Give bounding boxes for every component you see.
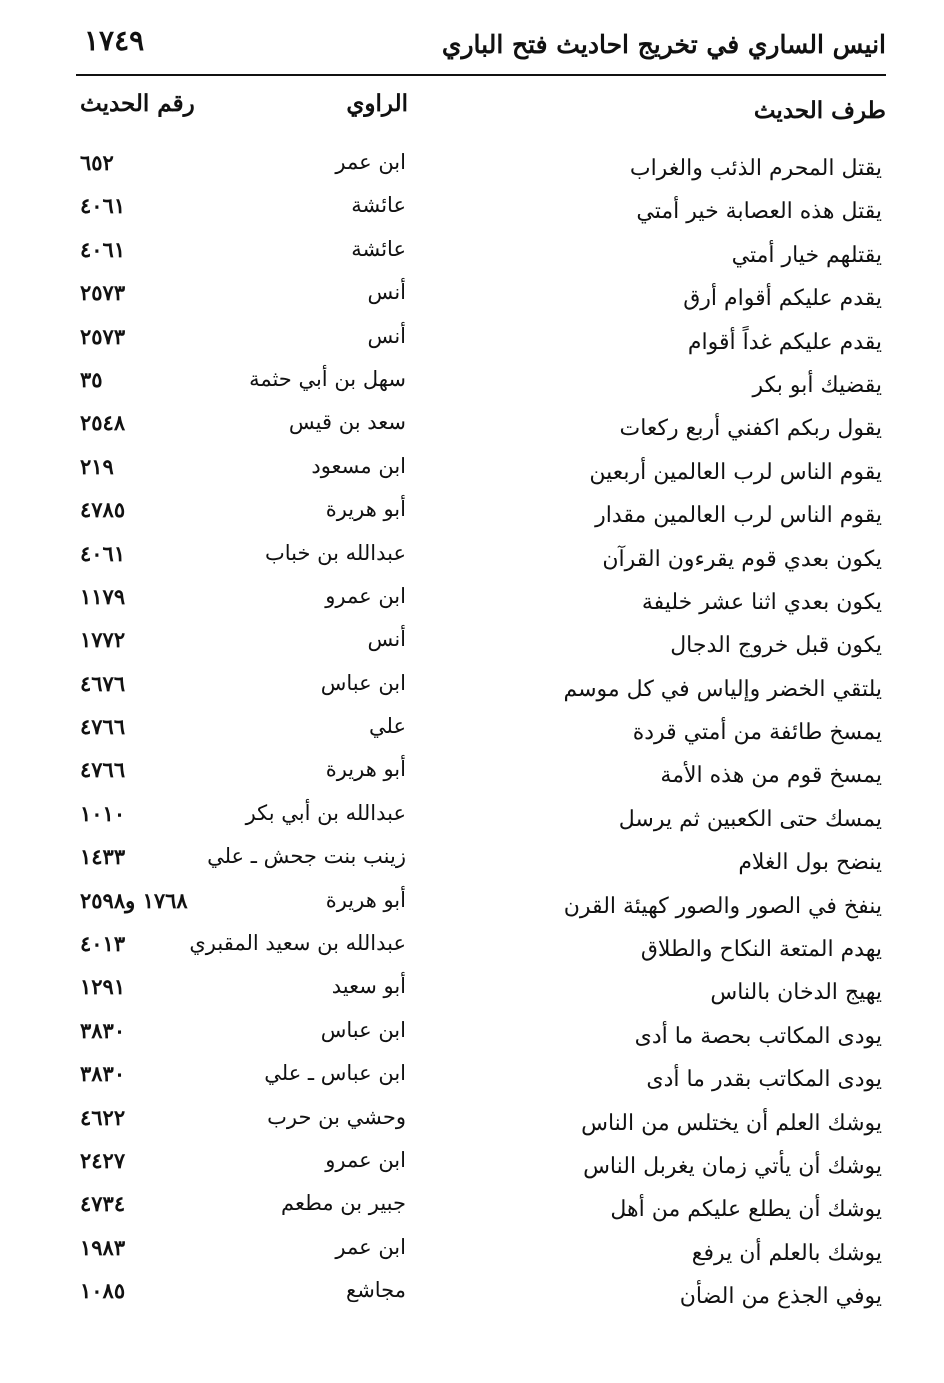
hadith-number: ١٤٣٣ bbox=[80, 844, 126, 870]
hadith-tarf: يوفي الجذع من الضأن bbox=[679, 1284, 882, 1310]
table-row bbox=[0, 541, 944, 584]
hadith-tarf: يمسك حتى الكعبين ثم يرسل bbox=[618, 806, 882, 832]
hadith-rawi: أنس bbox=[367, 280, 406, 305]
hadith-rawi: ابن عمر bbox=[335, 150, 406, 174]
hadith-rawi: سهل بن أبي حثمة bbox=[249, 366, 406, 391]
hadith-rawi: مجاشع bbox=[346, 1278, 406, 1303]
table-row bbox=[0, 150, 944, 193]
hadith-tarf: ينفخ في الصور والصور كهيئة القرن bbox=[563, 893, 882, 919]
hadith-rawi: أنس bbox=[367, 323, 406, 348]
hadith-number: ٤٦٢٢ bbox=[80, 1104, 126, 1130]
hadith-rawi: عائشة bbox=[351, 236, 406, 261]
column-header-tarf: طرف الحديث bbox=[753, 97, 886, 124]
hadith-number: ٤٧٨٥ bbox=[80, 497, 126, 523]
hadith-tarf: يقتل هذه العصابة خير أمتي bbox=[636, 199, 882, 225]
table-row bbox=[0, 367, 944, 410]
hadith-number: ١٠٨٥ bbox=[80, 1278, 126, 1304]
hadith-number: ٦٥٢ bbox=[80, 150, 114, 175]
hadith-number: ٤٠٦١ bbox=[80, 236, 126, 262]
hadith-rawi: أبو هريرة bbox=[325, 757, 406, 782]
hadith-tarf: يهيج الدخان بالناس bbox=[710, 980, 882, 1006]
hadith-tarf: يمسخ طائفة من أمتي قردة bbox=[632, 720, 882, 746]
hadith-rawi: ابن عباس ـ علي bbox=[264, 1061, 406, 1086]
hadith-rawi: علي bbox=[369, 714, 406, 739]
table-row bbox=[0, 757, 944, 800]
hadith-rawi: سعد بن قيس bbox=[288, 410, 406, 435]
hadith-number: ٤٧٣٤ bbox=[80, 1191, 126, 1217]
table-row bbox=[0, 1191, 944, 1234]
hadith-number: ٢٥٧٣ bbox=[80, 323, 126, 349]
hadith-number: ١٠١٠ bbox=[80, 800, 126, 826]
hadith-tarf: يهدم المتعة النكاح والطلاق bbox=[640, 937, 882, 963]
hadith-tarf: يقضيك أبو بكر bbox=[752, 372, 882, 398]
table-row bbox=[0, 1235, 944, 1278]
hadith-tarf: يقتل المحرم الذئب والغراب bbox=[629, 156, 882, 181]
hadith-rawi: أبو هريرة bbox=[325, 887, 406, 912]
hadith-number: ٢٥٧٣ bbox=[80, 280, 126, 306]
table-row bbox=[0, 1061, 944, 1104]
table-row bbox=[0, 237, 944, 280]
hadith-rawi: ابن مسعود bbox=[311, 453, 406, 478]
column-header-rawi: الراوي bbox=[346, 90, 408, 117]
hadith-tarf: يقوم الناس لرب العالمين مقدار bbox=[595, 503, 882, 529]
hadith-tarf: يقدم عليكم أقوام أرق bbox=[683, 286, 882, 312]
page-number: ١٧٤٩ bbox=[84, 24, 145, 57]
table-row bbox=[0, 888, 944, 931]
table-row bbox=[0, 1278, 944, 1321]
hadith-rawi: ابن عباس bbox=[320, 670, 406, 695]
header-rule bbox=[76, 74, 886, 76]
hadith-rawi: ابن عمرو bbox=[325, 1147, 406, 1172]
hadith-rawi: وحشي بن حرب bbox=[267, 1104, 406, 1129]
hadith-tarf: يوشك بالعلم أن يرفع bbox=[691, 1240, 882, 1266]
hadith-number: ٤٠٦١ bbox=[80, 540, 126, 566]
hadith-tarf: ينضح بول الغلام bbox=[738, 850, 882, 876]
running-title: انيس الساري في تخريج احاديث فتح الباري bbox=[441, 30, 886, 59]
hadith-rawi: ابن عمرو bbox=[325, 583, 406, 608]
hadith-rawi: أبو سعيد bbox=[331, 974, 406, 999]
hadith-index-table bbox=[0, 150, 944, 1322]
hadith-tarf: يكون قبل خروج الدجال bbox=[670, 633, 882, 659]
hadith-rawi: زينب بنت جحش ـ علي bbox=[207, 844, 406, 869]
hadith-tarf: يوشك أن يأتي زمان يغربل الناس bbox=[583, 1153, 882, 1179]
table-row bbox=[0, 714, 944, 757]
hadith-number: ٢٥٤٨ bbox=[80, 410, 126, 436]
hadith-tarf: يودى المكاتب بقدر ما أدى bbox=[646, 1067, 882, 1093]
table-row bbox=[0, 1018, 944, 1061]
hadith-tarf: يمسخ قوم من هذه الأمة bbox=[660, 763, 882, 789]
hadith-tarf: يقول ربكم اكفني أربع ركعات bbox=[619, 416, 882, 442]
hadith-number: ٢١٩ bbox=[80, 453, 114, 479]
table-row bbox=[0, 671, 944, 714]
hadith-rawi: عبدالله بن أبي بكر bbox=[245, 800, 406, 825]
hadith-number: ٤٦٧٦ bbox=[80, 670, 126, 696]
hadith-number: ١٩٨٣ bbox=[80, 1234, 126, 1260]
hadith-number: ٣٨٣٠ bbox=[80, 1061, 126, 1087]
column-header-raqm: رقم الحديث bbox=[80, 90, 195, 117]
hadith-number: ١٧٧٢ bbox=[80, 627, 126, 653]
hadith-rawi: عبدالله بن خباب bbox=[264, 540, 406, 565]
table-row bbox=[0, 497, 944, 540]
table-row bbox=[0, 454, 944, 497]
table-row bbox=[0, 193, 944, 236]
hadith-number: ١٧٦٨ و٢٥٩٨ bbox=[80, 887, 188, 913]
hadith-number: ٤٠٦١ bbox=[80, 193, 126, 219]
hadith-tarf: يكون بعدي قوم يقرءون القرآن bbox=[602, 546, 882, 572]
table-row bbox=[0, 974, 944, 1017]
hadith-rawi: ابن عباس bbox=[320, 1017, 406, 1042]
table-row bbox=[0, 324, 944, 367]
table-row bbox=[0, 1105, 944, 1148]
hadith-tarf: يقوم الناس لرب العالمين أربعين bbox=[589, 459, 882, 485]
table-row bbox=[0, 1148, 944, 1191]
hadith-rawi: جبير بن مطعم bbox=[280, 1191, 406, 1216]
hadith-tarf: يودى المكاتب بحصة ما أدى bbox=[634, 1023, 882, 1049]
hadith-tarf: يقتلهم خيار أمتي bbox=[731, 242, 882, 268]
table-row bbox=[0, 801, 944, 844]
hadith-tarf: يوشك أن يطلع عليكم من أهل bbox=[610, 1197, 882, 1223]
hadith-rawi: أنس bbox=[367, 627, 406, 652]
hadith-number: ١١٧٩ bbox=[80, 583, 126, 609]
table-row bbox=[0, 931, 944, 974]
hadith-number: ٣٥ bbox=[80, 366, 103, 392]
hadith-number: ٤٧٦٦ bbox=[80, 714, 126, 740]
table-row bbox=[0, 280, 944, 323]
hadith-tarf: يكون بعدي اثنا عشر خليفة bbox=[641, 589, 882, 615]
hadith-tarf: يقدم عليكم غداً أقوام bbox=[687, 329, 882, 355]
table-row bbox=[0, 844, 944, 887]
hadith-number: ٤٠١٣ bbox=[80, 931, 126, 957]
table-row bbox=[0, 584, 944, 627]
hadith-number: ١٢٩١ bbox=[80, 974, 126, 1000]
hadith-number: ٣٨٣٠ bbox=[80, 1017, 126, 1043]
hadith-tarf: يلتقي الخضر وإلياس في كل موسم bbox=[563, 676, 882, 702]
hadith-rawi: عائشة bbox=[351, 193, 406, 218]
hadith-number: ٤٧٦٦ bbox=[80, 757, 126, 783]
hadith-rawi: ابن عمر bbox=[335, 1234, 406, 1259]
table-row bbox=[0, 410, 944, 453]
hadith-rawi: عبدالله بن سعيد المقبري bbox=[189, 931, 406, 956]
table-row bbox=[0, 627, 944, 670]
hadith-tarf: يوشك العلم أن يختلس من الناس bbox=[581, 1110, 882, 1136]
hadith-rawi: أبو هريرة bbox=[325, 497, 406, 522]
hadith-number: ٢٤٢٧ bbox=[80, 1147, 126, 1173]
